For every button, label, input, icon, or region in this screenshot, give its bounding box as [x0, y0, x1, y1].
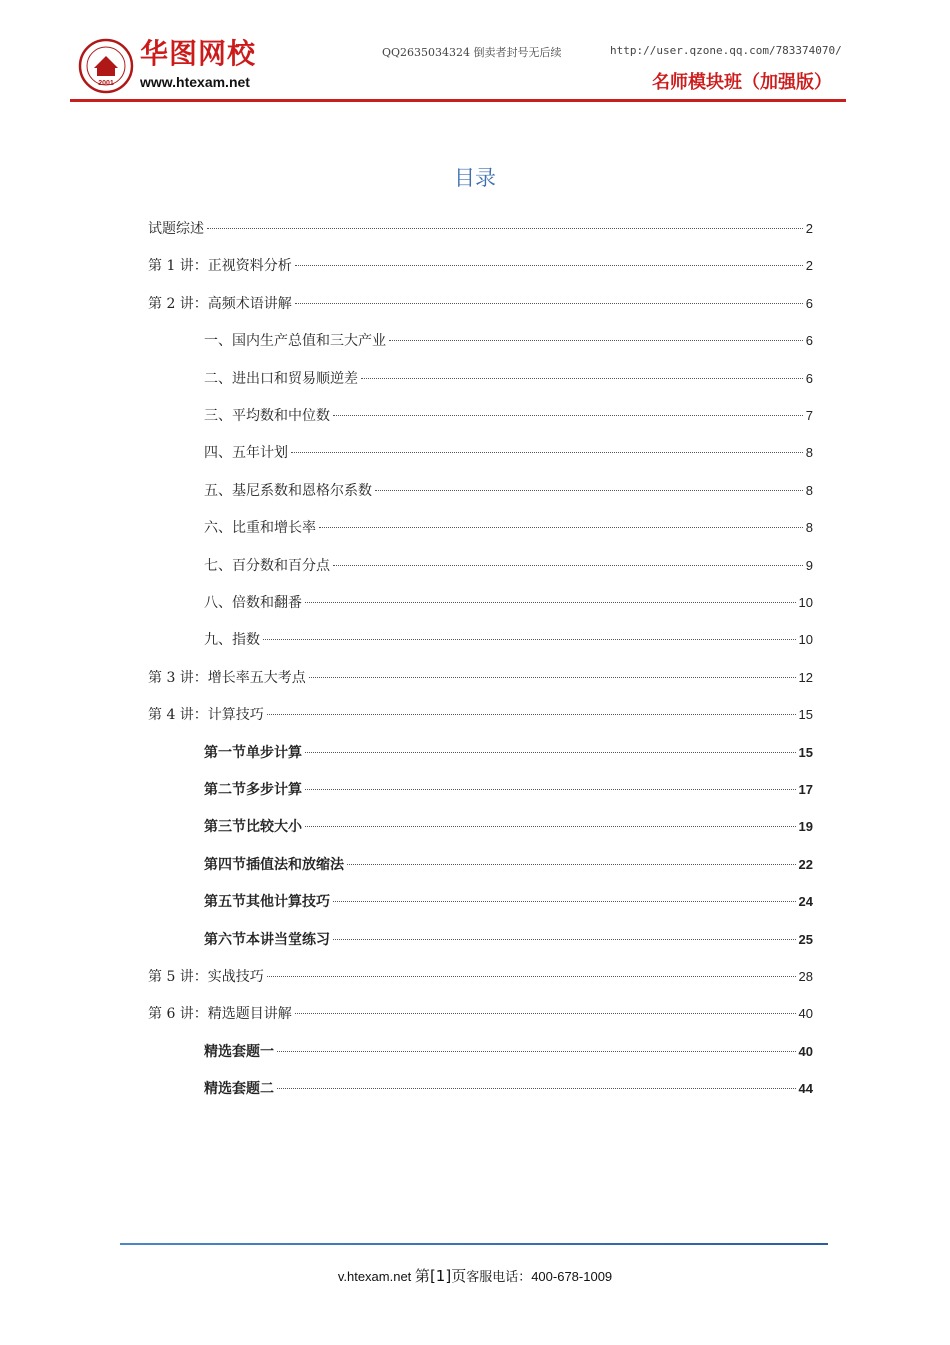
brand-name: 华图网校 [140, 37, 257, 70]
toc-entry-label: 三、平均数和中位数 [204, 408, 330, 424]
toc-entry[interactable] [148, 255, 813, 279]
toc-entry-label: 试题综述 [148, 221, 204, 237]
toc-dot-leader [333, 415, 803, 416]
toc-entry-page: 40 [798, 1043, 813, 1059]
toc-entry-label: 第 3 讲：增长率五大考点 [148, 669, 306, 686]
toc-entry-page: 8 [805, 482, 813, 498]
toc-entry-label: 第 4 讲：计算技巧 [148, 707, 264, 724]
toc-entry-page: 15 [798, 744, 813, 760]
toc-entry[interactable] [204, 480, 813, 504]
toc-entry-page: 10 [798, 632, 813, 648]
toc-entry-page: 8 [805, 520, 813, 536]
toc-entry-page: 2 [805, 258, 813, 274]
toc-entry[interactable] [204, 1078, 813, 1102]
footer-page-prefix: 第 [414, 1267, 430, 1285]
toc-entry[interactable] [148, 704, 813, 728]
toc-dot-leader [277, 1088, 796, 1089]
toc-dot-leader [305, 789, 796, 790]
toc-entry[interactable] [204, 555, 813, 579]
toc-entry-label: 第二节多步计算 [204, 782, 302, 798]
toc-entry-label: 四、五年计划 [204, 445, 288, 462]
toc-dot-leader [347, 864, 796, 865]
toc-dot-leader [295, 1013, 796, 1014]
page-title: 目录 [454, 166, 496, 190]
toc-entry[interactable] [204, 742, 813, 766]
course-title: 名师模块班（加强版） [652, 72, 832, 93]
toc-entry[interactable] [148, 1003, 813, 1027]
toc-dot-leader [295, 265, 803, 266]
toc-entry-page: 15 [798, 707, 813, 723]
toc-entry-page: 12 [798, 669, 813, 685]
toc-dot-leader [291, 452, 803, 453]
toc-entry-label: 六、比重和增长率 [204, 520, 316, 537]
toc-dot-leader [267, 714, 796, 715]
toc-dot-leader [375, 490, 803, 491]
toc-entry[interactable] [148, 293, 813, 317]
toc-entry[interactable] [204, 330, 813, 354]
header-rule [70, 99, 846, 102]
seal-year: 2001 [98, 80, 114, 87]
toc-entry-page: 19 [798, 819, 813, 835]
toc-entry[interactable] [204, 442, 813, 466]
toc-entry-page: 40 [798, 1006, 813, 1022]
toc-entry-page: 6 [805, 333, 813, 349]
toc-entry-label: 第 2 讲：高频术语讲解 [148, 295, 292, 312]
toc-entry-page: 44 [798, 1081, 813, 1097]
toc-dot-leader [305, 826, 796, 827]
page-header [70, 30, 846, 102]
toc-entry-label: 第一节单步计算 [204, 744, 302, 761]
toc-dot-leader [207, 228, 803, 229]
toc-entry[interactable] [204, 517, 813, 541]
toc-entry-label: 第三节比较大小 [204, 819, 302, 836]
toc-entry[interactable] [204, 891, 813, 915]
footer-rule [120, 1243, 828, 1245]
toc-entry-page: 10 [798, 595, 813, 610]
toc-entry[interactable] [204, 779, 813, 803]
toc-entry-label: 第六节本讲当堂练习 [204, 931, 330, 948]
htexam-seal-icon [78, 38, 134, 94]
toc-entry[interactable] [148, 218, 813, 242]
toc-entry-label: 五、基尼系数和恩格尔系数 [204, 482, 372, 499]
header-qq-text: QQ2635034324 倒卖者封号无后续 [382, 46, 562, 59]
toc-entry[interactable] [204, 629, 813, 653]
toc-entry-label: 一、国内生产总值和三大产业 [204, 333, 386, 350]
toc-dot-leader [305, 602, 796, 603]
page-footer [0, 1265, 950, 1286]
toc-entry-label: 第五节其他计算技巧 [204, 894, 330, 911]
footer-page-number: [1] [429, 1267, 452, 1285]
toc-dot-leader [295, 303, 803, 304]
toc-entry-page: 24 [798, 894, 813, 910]
toc-entry-page: 9 [805, 557, 813, 573]
header-link[interactable]: http://user.qzone.qq.com/783374070/ [610, 44, 842, 57]
toc-dot-leader [309, 677, 796, 678]
toc-entry-label: 第 1 讲：正视资料分析 [148, 258, 292, 275]
toc-entry-label: 精选套题一 [204, 1043, 274, 1060]
toc-entry-label: 第 6 讲：精选题目讲解 [148, 1006, 292, 1023]
toc-entry-page: 7 [805, 408, 813, 423]
toc-dot-leader [267, 976, 796, 977]
toc-entry-page: 8 [805, 445, 813, 461]
toc-entry[interactable] [204, 816, 813, 840]
toc-entry-page: 2 [805, 221, 813, 236]
toc-dot-leader [277, 1051, 796, 1052]
toc-entry-label: 第四节插值法和放缩法 [204, 856, 344, 873]
toc-entry-page: 6 [805, 370, 813, 386]
toc-dot-leader [263, 639, 796, 640]
toc-entry-page: 25 [798, 931, 813, 947]
toc-entry-label: 第 5 讲：实战技巧 [148, 969, 264, 985]
toc-entry[interactable] [148, 966, 813, 990]
toc-entry-page: 6 [805, 295, 813, 311]
toc-dot-leader [333, 565, 803, 566]
toc-entry[interactable] [204, 368, 813, 392]
footer-service-phone: 客服电话：400-678-1009 [466, 1269, 613, 1284]
toc-entry-label: 九、指数 [204, 632, 260, 649]
toc-entry[interactable] [204, 592, 813, 616]
footer-site[interactable]: v.htexam.net [337, 1269, 412, 1284]
footer-page-suffix: 页 [451, 1267, 467, 1285]
toc-dot-leader [333, 939, 796, 940]
toc-entry-label: 八、倍数和翻番 [204, 595, 302, 611]
toc-entry-page: 22 [798, 856, 813, 872]
toc-dot-leader [361, 378, 803, 379]
toc-entry-label: 精选套题二 [204, 1081, 274, 1098]
toc-dot-leader [319, 527, 803, 528]
toc-entry[interactable] [204, 405, 813, 429]
toc-entry-page: 28 [798, 969, 813, 984]
brand-url: www.htexam.net [140, 74, 250, 90]
toc-entry-label: 二、进出口和贸易顺逆差 [204, 370, 358, 387]
toc-dot-leader [389, 340, 803, 341]
toc-dot-leader [333, 901, 796, 902]
toc-dot-leader [305, 752, 796, 753]
toc-entry-label: 七、百分数和百分点 [204, 557, 330, 574]
toc-entry[interactable] [148, 667, 813, 691]
toc-entry[interactable] [204, 929, 813, 953]
toc-entry[interactable] [204, 1041, 813, 1065]
toc-entry-page: 17 [798, 782, 813, 797]
toc-entry[interactable] [204, 854, 813, 878]
